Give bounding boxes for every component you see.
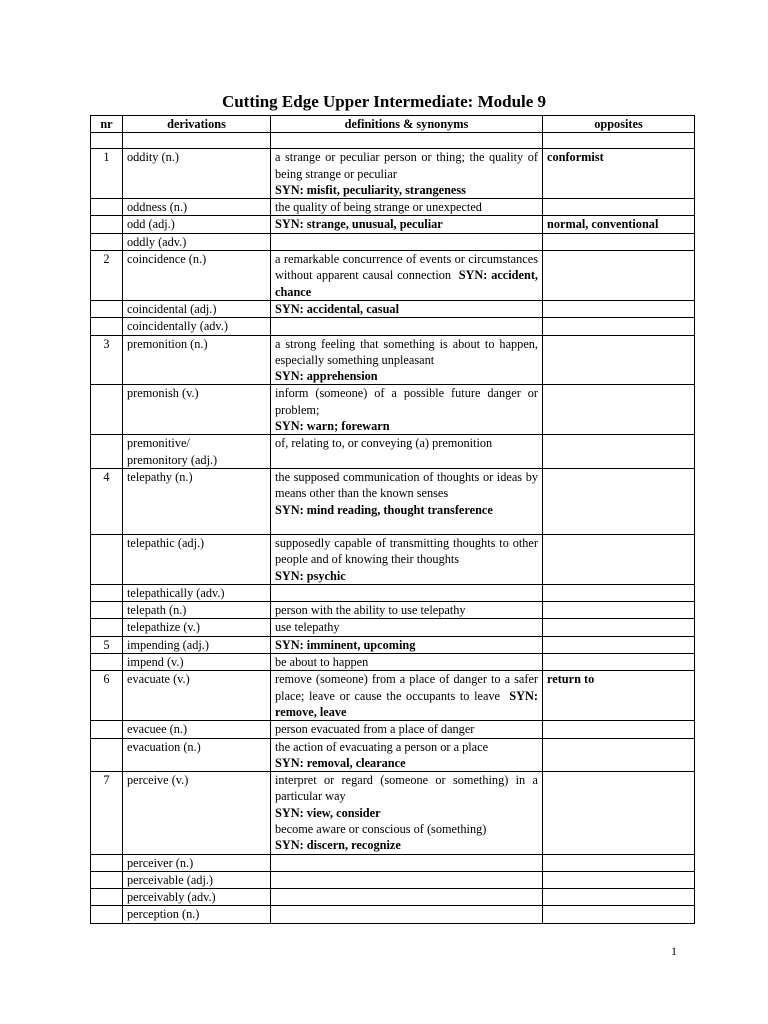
entry-word [123,233,271,250]
entry-word-text: premonitive/ [127,436,190,451]
definition-text: a remarkable concurrence of events or circumstances without apparent causal connection [275,252,538,283]
entry-word [123,584,271,601]
entry-number [91,233,123,250]
entry-word [123,854,271,871]
entry-word [123,385,271,435]
entry-definition [271,619,543,636]
header-derivations: derivations [123,116,271,133]
entry-opposites [543,300,695,317]
entry-word [123,636,271,653]
entry-word-text: coincidentally (adv.) [127,319,228,334]
definition-text: person with the ability to use telepathy [275,603,466,618]
table-row [91,654,695,671]
entry-definition [271,300,543,317]
entry-word-text: perceiver (n.) [127,855,194,870]
table-row [91,149,695,199]
entry-word [123,772,271,854]
synonyms-text: SYN: imminent, upcoming [275,637,416,652]
entry-number [91,435,123,469]
entry-number: 4 [91,468,123,534]
entry-word [123,318,271,335]
table-row [91,385,695,435]
entry-opposites [543,854,695,871]
entry-opposites [543,435,695,469]
entry-definition [271,233,543,250]
synonyms-text: SYN: accidental, casual [275,301,399,316]
entry-number [91,584,123,601]
entry-word [123,721,271,738]
entry-number [91,854,123,871]
definition-text: remove (someone) from a place of danger to a safer place; leave or cause the occupants to leave [275,672,538,703]
entry-word-text: coincidence (n.) [127,252,207,267]
entry-number [91,318,123,335]
table-row [91,300,695,317]
entry-definition [271,636,543,653]
entry-definition [271,468,543,534]
entry-opposites [543,385,695,435]
entry-number: 5 [91,636,123,653]
synonyms-text: SYN: strange, unusual, peculiar [275,217,443,232]
entry-number [91,385,123,435]
entry-word [123,216,271,233]
entry-opposites [543,233,695,250]
entry-word-text: evacuation (n.) [127,739,201,754]
entry-opposites [543,654,695,671]
table-row [91,602,695,619]
definition-text: inform (someone) of a possible future danger or problem; [275,386,538,417]
entry-opposites [543,199,695,216]
entry-word-text: perceivable (adj.) [127,872,214,887]
entry-opposites [543,619,695,636]
synonyms-text: SYN: view, consider [275,805,381,820]
entry-opposites [543,772,695,854]
entry-word-text: perception (n.) [127,907,200,922]
entry-word [123,889,271,906]
entry-number [91,871,123,888]
table-row [91,721,695,738]
entry-number [91,199,123,216]
header-definitions: definitions & synonyms [271,116,543,133]
entry-word [123,654,271,671]
entry-opposites [543,906,695,923]
table-row [91,199,695,216]
entry-definition [271,671,543,721]
definition-text: interpret or regard (someone or something) in a particular way [275,773,538,804]
entry-definition [271,318,543,335]
entry-opposites [543,636,695,653]
table-row [91,318,695,335]
entry-number [91,889,123,906]
table-row [91,906,695,923]
entry-opposites [543,534,695,584]
entry-opposites [543,468,695,534]
header-opposites: opposites [543,116,695,133]
table-row [91,854,695,871]
synonyms-text: SYN: removal, clearance [275,755,406,770]
synonyms-text: SYN: mind reading, thought transference [275,502,493,517]
entry-word-text: telepathize (v.) [127,620,200,635]
entry-opposites: normal, conventional [543,216,695,233]
entry-word [123,149,271,199]
entry-definition [271,149,543,199]
definition-text: the supposed communication of thoughts or ideas by means other than the known senses [275,469,538,501]
entry-number: 1 [91,149,123,199]
table-row [91,772,695,854]
entry-word-text: oddly (adv.) [127,234,187,249]
entry-word-text: perceivably (adv.) [127,890,216,905]
definition-text: a strange or peculiar person or thing; the quality of being strange or peculiar [275,150,538,181]
table-row [91,251,695,301]
synonyms-text: SYN: remove, leave [275,688,538,719]
entry-number [91,738,123,772]
entry-word-text: coincidental (adj.) [127,301,217,316]
entry-definition [271,602,543,619]
table-row [91,889,695,906]
entry-definition [271,584,543,601]
vocabulary-table [90,115,695,924]
table-row [91,584,695,601]
entry-word-text: telepathically (adv.) [127,585,225,600]
entry-opposites [543,721,695,738]
entry-opposites [543,335,695,385]
entry-word-text: oddity (n.) [127,150,179,165]
definition-text: the quality of being strange or unexpected [275,200,482,215]
entry-opposites [543,738,695,772]
entry-number [91,216,123,233]
header-nr: nr [91,116,123,133]
entry-word-text: perceive (v.) [127,773,189,788]
entry-definition [271,435,543,469]
definition-text: of, relating to, or conveying (a) premonition [275,436,493,451]
page-title: Cutting Edge Upper Intermediate: Module 9 [221,92,547,111]
entry-word [123,906,271,923]
entry-word [123,468,271,534]
table-row [91,671,695,721]
entry-word [123,251,271,301]
table-row [91,468,695,534]
synonyms-text: SYN: accident, chance [275,268,538,299]
table-row [91,233,695,250]
spacer-row [91,133,695,149]
synonyms-text: SYN: misfit, peculiarity, strangeness [275,182,466,197]
entry-definition [271,906,543,923]
definition-text: become aware or conscious of (something) [275,821,487,836]
table-row [91,335,695,385]
entry-opposites [543,584,695,601]
entry-word-text: oddness (n.) [127,200,188,215]
entry-word-text: premonish (v.) [127,386,199,401]
entry-opposites [543,251,695,301]
entry-number [91,602,123,619]
entry-number [91,654,123,671]
entry-number [91,721,123,738]
entry-opposites [543,871,695,888]
entry-word-text: evacuee (n.) [127,722,188,737]
entry-word-text: premonitory (adj.) [127,452,218,467]
entry-word-text: impend (v.) [127,655,184,670]
entry-word [123,534,271,584]
entry-opposites: conformist [543,149,695,199]
entry-word-text: premonition (n.) [127,336,208,351]
entry-definition [271,335,543,385]
entry-word-text: impending (adj.) [127,637,209,652]
table-row [91,871,695,888]
definition-text: a strong feeling that something is about to happen, especially something unpleasant [275,336,538,367]
definition-text: person evacuated from a place of danger [275,722,475,737]
table-row [91,738,695,772]
entry-word-text: telepathic (adj.) [127,535,205,550]
entry-definition [271,251,543,301]
entry-opposites [543,602,695,619]
synonyms-text: SYN: warn; forewarn [275,419,390,434]
entry-definition [271,854,543,871]
entry-definition [271,871,543,888]
entry-definition [271,738,543,772]
entry-word [123,671,271,721]
table-header-row [91,116,695,133]
entry-definition [271,721,543,738]
definition-text: use telepathy [275,620,340,635]
entry-number [91,534,123,584]
entry-word [123,619,271,636]
definition-text: be about to happen [275,655,369,670]
entry-word [123,300,271,317]
page-number: 1 [671,944,677,958]
entry-number: 7 [91,772,123,854]
table-row [91,216,695,233]
entry-definition [271,385,543,435]
entry-definition [271,534,543,584]
entry-word [123,738,271,772]
entry-word-text: evacuate (v.) [127,672,190,687]
entry-number [91,300,123,317]
entry-number [91,906,123,923]
entry-word-text: odd (adj.) [127,217,175,232]
entry-opposites: return to [543,671,695,721]
entry-opposites [543,318,695,335]
table-row [91,636,695,653]
synonyms-text: SYN: psychic [275,568,346,583]
entry-word-text: telepathy (n.) [127,469,193,484]
synonyms-text: SYN: apprehension [275,369,378,384]
entry-definition [271,199,543,216]
table-row [91,435,695,469]
entry-number: 6 [91,671,123,721]
definition-text: the action of evacuating a person or a place [275,739,489,754]
entry-word [123,199,271,216]
entry-word [123,335,271,385]
table-row [91,619,695,636]
entry-word-text: telepath (n.) [127,603,187,618]
entry-word [123,871,271,888]
entry-opposites [543,889,695,906]
synonyms-text: SYN: discern, recognize [275,838,401,853]
table-row [91,534,695,584]
entry-word [123,435,271,469]
entry-definition [271,772,543,854]
entry-number: 3 [91,335,123,385]
entry-definition [271,654,543,671]
entry-word [123,602,271,619]
entry-definition [271,216,543,233]
entry-number [91,619,123,636]
entry-number: 2 [91,251,123,301]
definition-text: supposedly capable of transmitting thoughts to other people and of knowing their thoughts [275,535,538,567]
entry-definition [271,889,543,906]
